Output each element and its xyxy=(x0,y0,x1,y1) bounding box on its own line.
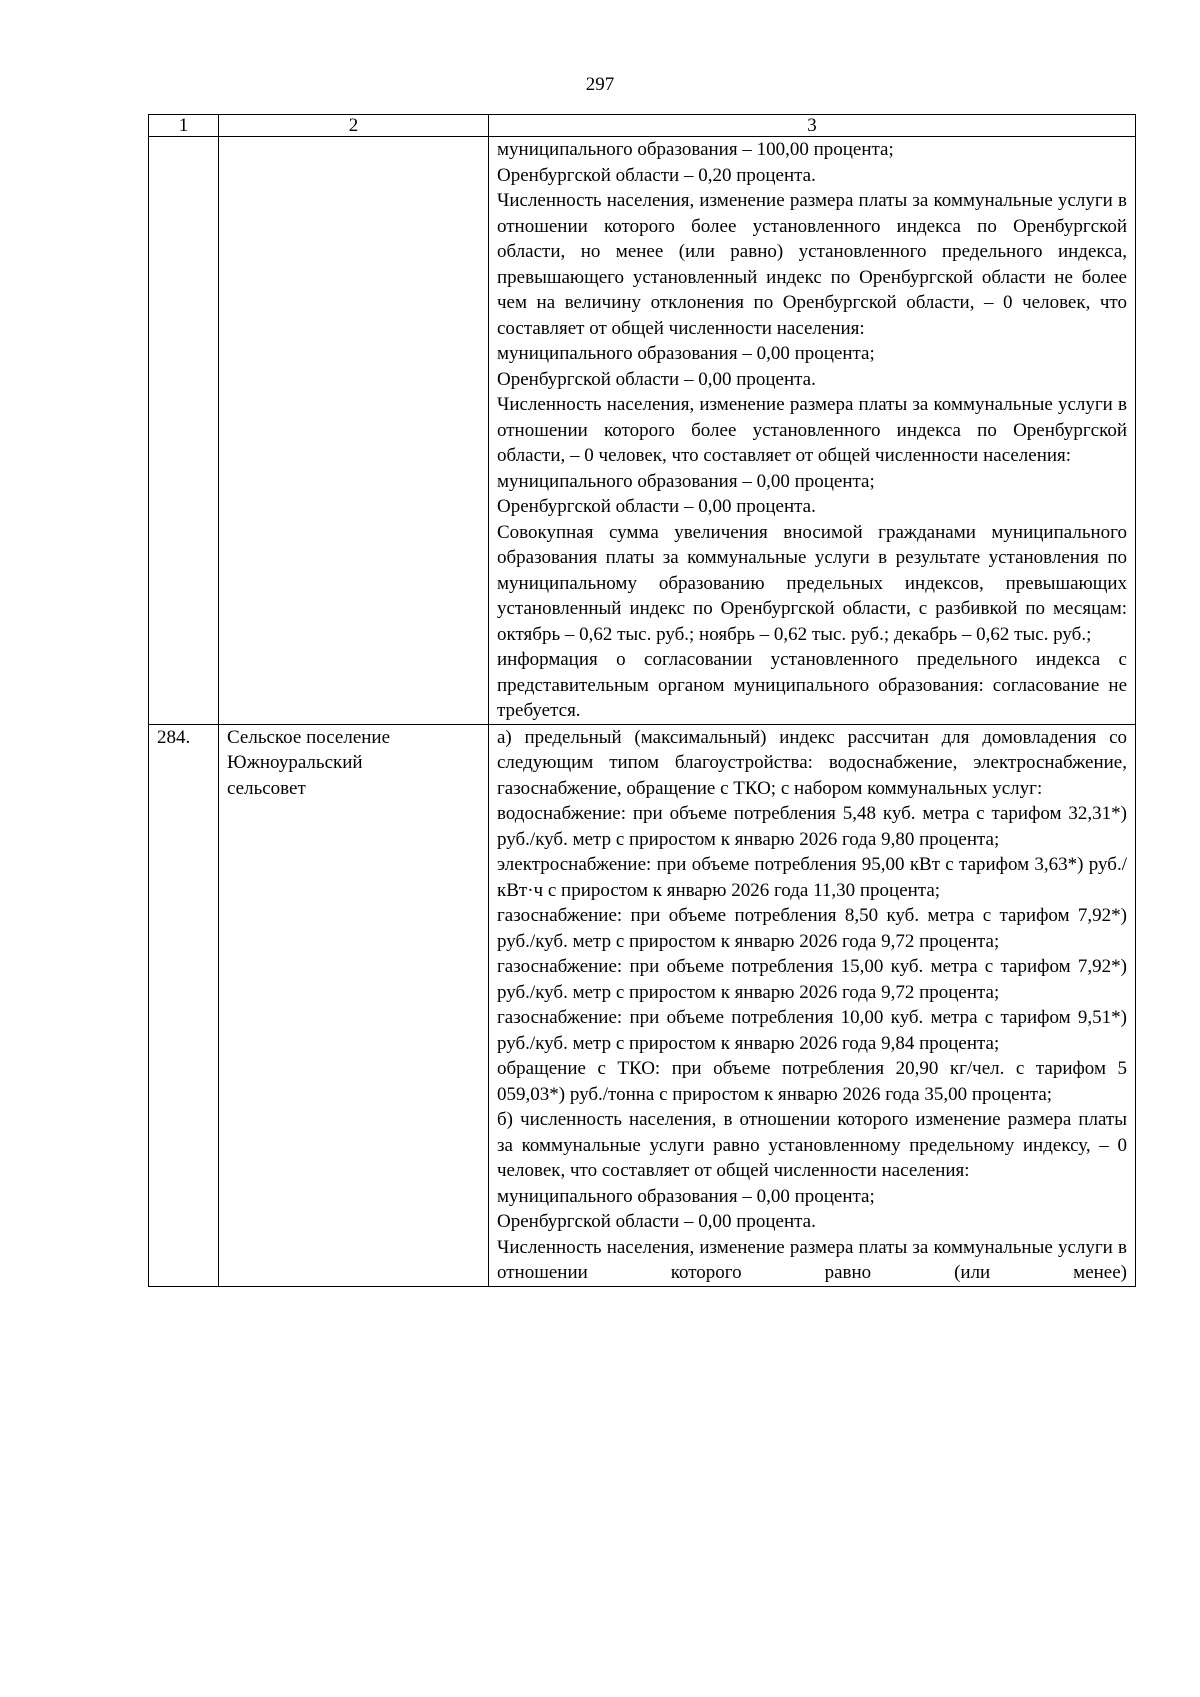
settlement-name-line: Южноуральский xyxy=(227,752,363,773)
paragraph: водоснабжение: при объеме потребления 5,48 куб. метра с тарифом 32,31*) руб./куб. метр с приростом к январю 2026 года 9,80 процента; xyxy=(497,803,1127,850)
settlement-name-line: Сельское поселение xyxy=(227,726,391,748)
table-row xyxy=(149,724,1136,1286)
paragraph: газоснабжение: при объеме потребления 15,00 куб. метра с тарифом 7,92*) руб./куб. метр с приростом к январю 2026 года 9,72 процента; xyxy=(497,956,1127,1003)
paragraph: газоснабжение: при объеме потребления 10,00 куб. метра с тарифом 9,51*) руб./куб. метр с приростом к январю 2026 года 9,84 процента; xyxy=(497,1007,1127,1054)
paragraph: Численность населения, изменение размера платы за коммунальные услуги в отношении которого более установленного индекса по Оренбургской области, но менее (или равно) установленного предельного индекса, превышающего установленный индекс по Оренбургской области не более чем на величину отклонения по Оренбургской области, – 0 человек, что составляет от общей численности населения: xyxy=(497,190,1127,339)
row-content-cell xyxy=(489,724,1136,1286)
row-number-cell: 284. xyxy=(149,724,219,1286)
row-name-cell xyxy=(219,724,489,1286)
paragraph: Оренбургской области – 0,00 процента. xyxy=(497,368,816,390)
page-number: 297 xyxy=(585,74,615,95)
paragraph: а) предельный (максимальный) индекс рассчитан для домовладения со следующим типом благоустройства: водоснабжение, электроснабжение, газоснабжение, обращение с ТКО; с набором коммунальных услуг: xyxy=(497,726,1127,799)
settlement-name-line: сельсовет xyxy=(227,777,306,799)
paragraph: Оренбургской области – 0,20 процента. xyxy=(497,164,816,186)
table-row xyxy=(149,137,1136,725)
paragraph: Численность населения, изменение размера платы за коммунальные услуги в отношении которого равно (или менее) xyxy=(497,1236,1127,1283)
column-header-1: 1 xyxy=(149,115,219,137)
paragraph: муниципального образования – 0,00 процента; xyxy=(497,1185,875,1207)
paragraph: муниципального образования – 100,00 процента; xyxy=(497,139,894,160)
table-header-row xyxy=(149,115,1136,137)
row-name-cell xyxy=(219,137,489,725)
column-header-2: 2 xyxy=(219,115,489,137)
paragraph: Оренбургской области – 0,00 процента. xyxy=(497,496,816,517)
paragraph: муниципального образования – 0,00 процента; xyxy=(497,343,875,364)
paragraph: Численность населения, изменение размера платы за коммунальные услуги в отношении которого более установленного индекса по Оренбургской области, – 0 человек, что составляет от общей численности населения: xyxy=(497,394,1127,466)
paragraph: электроснабжение: при объеме потребления 95,00 кВт с тарифом 3,63*) руб./кВт·ч с приростом к январю 2026 года 11,30 процента; xyxy=(497,854,1127,901)
paragraph: муниципального образования – 0,00 процента; xyxy=(497,470,875,492)
row-content-cell xyxy=(489,137,1136,725)
paragraph: информация о согласовании установленного предельного индекса с представительным органом муниципального образования: согласование не требуется. xyxy=(497,649,1127,721)
paragraph: обращение с ТКО: при объеме потребления 20,90 кг/чел. с тарифом 5 059,03*) руб./тонна с приростом к январю 2026 года 35,00 процента; xyxy=(497,1058,1127,1105)
column-header-3: 3 xyxy=(489,115,1136,137)
paragraph: газоснабжение: при объеме потребления 8,50 куб. метра с тарифом 7,92*) руб./куб. метр с приростом к январю 2026 года 9,72 процента; xyxy=(497,905,1127,952)
row-number-cell xyxy=(149,137,219,725)
paragraph: Оренбургской области – 0,00 процента. xyxy=(497,1211,816,1232)
paragraph: б) численность населения, в отношении которого изменение размера платы за коммунальные услуги равно установленному предельному индексу, – 0 человек, что составляет от общей численности населения: xyxy=(497,1109,1127,1181)
paragraph: Совокупная сумма увеличения вносимой гражданами муниципального образования платы за коммунальные услуги в результате установления по муниципальному образованию предельных индексов, превышающих установленный индекс по Оренбургской области, с разбивкой по месяцам: октябрь – 0,62 тыс. руб.; ноябрь – 0,62 тыс. руб.; декабрь – 0,62 тыс. руб.; xyxy=(497,521,1127,645)
data-table xyxy=(148,114,1136,1287)
